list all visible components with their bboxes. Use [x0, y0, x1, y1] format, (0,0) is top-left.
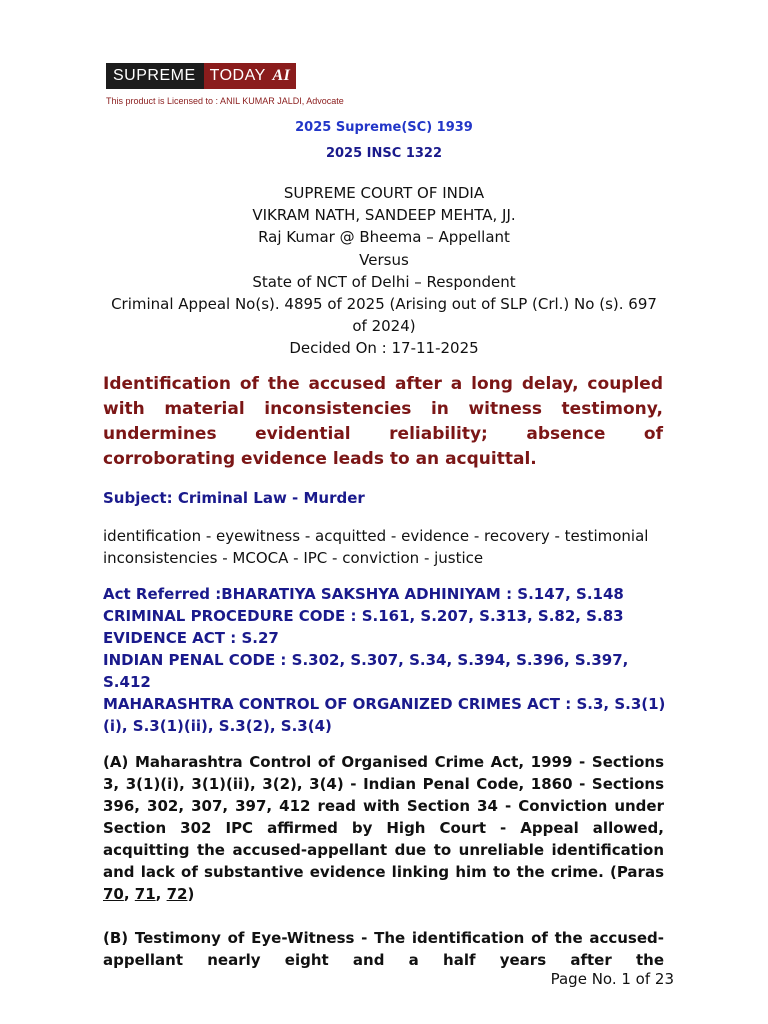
act-line: INDIAN PENAL CODE : S.302, S.307, S.34, S.394, S.396, S.397, S.412	[103, 651, 629, 691]
act-line: MAHARASHTRA CONTROL OF ORGANIZED CRIMES ACT : S.3, S.3(1)(i), S.3(1)(ii), S.3(2), S.3(4)	[103, 695, 666, 735]
license-note: This product is Licensed to : ANIL KUMAR JALDI, Advocate	[106, 96, 344, 106]
para-link-71[interactable]: 71	[134, 885, 156, 903]
headnote-a-text: (A) Maharashtra Control of Organised Crime Act, 1999 - Sections 3, 3(1)(i), 3(1)(ii), 3(2), 3(4) - Indian Penal Code, 1860 - Sections 396, 302, 307, 397, 412 read with Section 34 - Conviction under Section 302 IPC affirmed by High Court - Appeal allowed, acquitting the accused-appellant due to unreliable identification and lack of substantive evidence linking him to the crime. (Paras	[103, 753, 664, 881]
para-link-70[interactable]: 70	[103, 885, 124, 903]
close-paren: )	[187, 885, 195, 903]
para-link-72[interactable]: 72	[166, 885, 188, 903]
citation-insc: 2025 INSC 1322	[325, 146, 443, 161]
headnote-b: (B) Testimony of Eye-Witness - The identification of the accused-appellant nearly eight and a half years after the	[103, 929, 664, 969]
judges: VIKRAM NATH, SANDEEP MEHTA, JJ.	[252, 206, 516, 225]
citation-supreme: 2025 Supreme(SC) 1939	[295, 120, 473, 135]
page-number: Page No. 1 of 23	[550, 970, 674, 988]
logo-ai: AI	[272, 67, 291, 84]
versus: Versus	[359, 250, 409, 269]
headnote-headline: Identification of the accused after a long delay, coupled with material inconsistencies in witness testimony, undermines evidential reliability; absence of corroborating evidence leads to an acquittal.	[103, 374, 663, 469]
acts-referred	[103, 583, 668, 737]
logo-today	[204, 63, 297, 89]
appeal-number: Criminal Appeal No(s). 4895 of 2025 (Arising out of SLP (Crl.) No (s). 697 of 2024)	[111, 295, 657, 336]
logo-supreme: SUPREME	[106, 63, 204, 89]
act-line: CRIMINAL PROCEDURE CODE : S.161, S.207, S.313, S.82, S.83	[103, 607, 624, 625]
decided-on: Decided On : 17-11-2025	[289, 339, 479, 358]
appellant: Raj Kumar @ Bheema – Appellant	[258, 228, 510, 247]
separator: ,	[123, 885, 135, 903]
respondent: State of NCT of Delhi – Respondent	[252, 272, 516, 291]
keywords: identification - eyewitness - acquitted - evidence - recovery - testimonial inconsistencies - MCOCA - IPC - conviction - justice	[103, 527, 649, 567]
headnote-a	[103, 751, 664, 905]
separator: ,	[155, 885, 167, 903]
act-line: EVIDENCE ACT : S.27	[103, 629, 279, 647]
act-line: Act Referred :BHARATIYA SAKSHYA ADHINIYAM : S.147, S.148	[103, 585, 624, 603]
case-header	[103, 182, 665, 360]
court-name: SUPREME COURT OF INDIA	[283, 184, 485, 202]
subject: Subject: Criminal Law - Murder	[103, 489, 365, 507]
logo-today-text: TODAY	[209, 67, 266, 84]
supreme-today-logo	[106, 63, 295, 89]
